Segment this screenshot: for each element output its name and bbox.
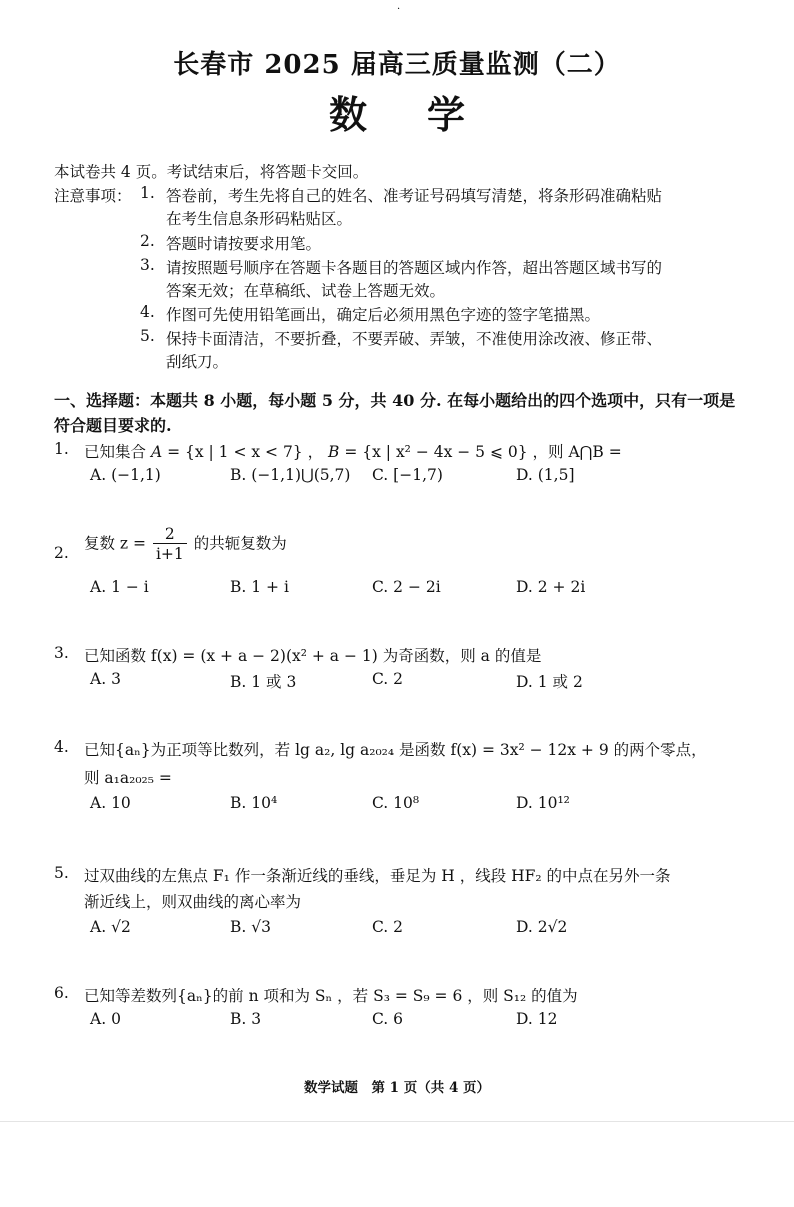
q5-option-b: B. √3 bbox=[230, 918, 272, 936]
note-5-line1: 保持卡面清洁，不要折叠，不要弄破、弄皱，不准使用涂改液、修正带、 bbox=[166, 330, 663, 348]
q6-option-a: A. 0 bbox=[90, 1010, 121, 1028]
q2-stem bbox=[84, 525, 287, 564]
q3-number: 3. bbox=[54, 644, 69, 662]
subject-title bbox=[0, 84, 794, 139]
q5-stem: 过双曲线的左焦点 F₁ 作一条渐近线的垂线，垂足为 H ，线段 HF₂ 的中点在另外一条 bbox=[84, 867, 671, 885]
q1-option-b: B. (−1,1)⋃(5,7) bbox=[230, 466, 351, 484]
q2-option-d: D. 2 + 2i bbox=[516, 578, 586, 596]
note-2-line1: 答题时请按要求用笔。 bbox=[166, 235, 322, 253]
q4-option-a: A. 10 bbox=[90, 794, 131, 812]
note-4-line1: 作图可先使用铅笔画出，确定后必须用黑色字迹的签字笔描黑。 bbox=[166, 306, 601, 324]
q1-option-d: D. (1,5] bbox=[516, 466, 575, 484]
q6-option-c: C. 6 bbox=[372, 1010, 404, 1028]
note-3-line1: 请按照题号顺序在答题卡各题目的答题区域内作答，超出答题区域书写的 bbox=[166, 259, 663, 277]
q1-set-a: A bbox=[150, 443, 163, 461]
q2-number: 2. bbox=[54, 544, 69, 562]
note-4-num: 4. bbox=[140, 303, 155, 321]
note-1-line2: 在考生信息条形码粘贴区。 bbox=[166, 210, 353, 228]
q2-stem-pre: 复数 z = bbox=[84, 534, 147, 553]
note-5-line2: 刮纸刀。 bbox=[166, 353, 229, 371]
q2-stem-post: 的共轭复数为 bbox=[193, 534, 287, 553]
subject-char-2: 学 bbox=[426, 92, 465, 137]
q4-number: 4. bbox=[54, 738, 69, 756]
notes-label: 注意事项： bbox=[54, 187, 132, 205]
note-5-num: 5. bbox=[140, 327, 155, 345]
subject-char-1: 数 bbox=[328, 92, 367, 137]
note-2-num: 2. bbox=[140, 232, 155, 250]
q4-stem: 已知{aₙ}为正项等比数列，若 lg a₂, lg a₂₀₂₄ 是函数 f(x) = 3x² − 12x + 9 的两个零点， bbox=[84, 741, 707, 759]
q2-option-c: C. 2 − 2i bbox=[372, 578, 441, 596]
q2-frac-den: i+1 bbox=[155, 545, 184, 563]
q4-option-c: C. 10⁸ bbox=[372, 794, 420, 812]
q3-option-d: D. 1 或 2 bbox=[516, 673, 583, 691]
q3-option-b: B. 1 或 3 bbox=[230, 673, 297, 691]
section-1-heading: 一、选择题：本题共 8 小题，每小题 5 分，共 40 分. 在每小题给出的四个选项中，只有一项是符合题目要求的. bbox=[54, 391, 736, 435]
q4-option-d: D. 10¹² bbox=[516, 794, 570, 812]
q6-number: 6. bbox=[54, 984, 69, 1002]
q1-stem-a: 已知集合 bbox=[84, 443, 151, 461]
q6-option-b: B. 3 bbox=[230, 1010, 262, 1028]
q1-option-c: C. [−1,7) bbox=[372, 466, 443, 484]
q2-fraction bbox=[153, 525, 187, 564]
q5-option-c: C. 2 bbox=[372, 918, 404, 936]
top-dot: · bbox=[397, 4, 401, 15]
page-footer: 数学试题 第 1 页（共 4 页） bbox=[303, 1080, 491, 1096]
note-1-line1: 答卷前，考生先将自己的姓名、准考证号码填写清楚，将条形码准确粘贴 bbox=[166, 187, 663, 205]
q1-number: 1. bbox=[54, 440, 69, 458]
q1-option-a: A. (−1,1) bbox=[90, 466, 161, 484]
exam-title: 长春市 2025 届高三质量监测（二） bbox=[173, 50, 621, 80]
q4-stem-2: 则 a₁a₂₀₂₅ = bbox=[84, 769, 172, 787]
q5-stem-2: 渐近线上，则双曲线的离心率为 bbox=[84, 893, 302, 911]
q2-frac-num: 2 bbox=[153, 525, 187, 544]
q5-option-d: D. 2√2 bbox=[516, 918, 568, 936]
q5-option-a: A. √2 bbox=[90, 918, 131, 936]
q1-set-b: B bbox=[328, 443, 340, 461]
note-1-num: 1. bbox=[140, 184, 155, 202]
q5-number: 5. bbox=[54, 864, 69, 882]
page-separator bbox=[0, 1121, 794, 1122]
q3-option-c: C. 2 bbox=[372, 670, 404, 688]
q1-stem-b: = {x | 1 < x < 7} ， bbox=[162, 443, 329, 461]
note-3-num: 3. bbox=[140, 256, 155, 274]
q1-stem bbox=[84, 440, 622, 462]
notes-intro: 本试卷共 4 页。考试结束后，将答题卡交回。 bbox=[54, 163, 369, 181]
q2-option-a: A. 1 − i bbox=[90, 578, 149, 596]
q2-option-b: B. 1 + i bbox=[230, 578, 289, 596]
q1-stem-c: = {x | x² − 4x − 5 ⩽ 0} ，则 A⋂B = bbox=[339, 443, 622, 461]
note-3-line2: 答案无效；在草稿纸、试卷上答题无效。 bbox=[166, 282, 446, 300]
q3-option-a: A. 3 bbox=[90, 670, 121, 688]
q6-stem: 已知等差数列{aₙ}的前 n 项和为 Sₙ ，若 S₃ = S₉ = 6 ，则 S₁₂ 的值为 bbox=[84, 987, 578, 1005]
q4-option-b: B. 10⁴ bbox=[230, 794, 278, 812]
q3-stem: 已知函数 f(x) = (x + a − 2)(x² + a − 1) 为奇函数，则 a 的值是 bbox=[84, 647, 542, 665]
q6-option-d: D. 12 bbox=[516, 1010, 558, 1028]
